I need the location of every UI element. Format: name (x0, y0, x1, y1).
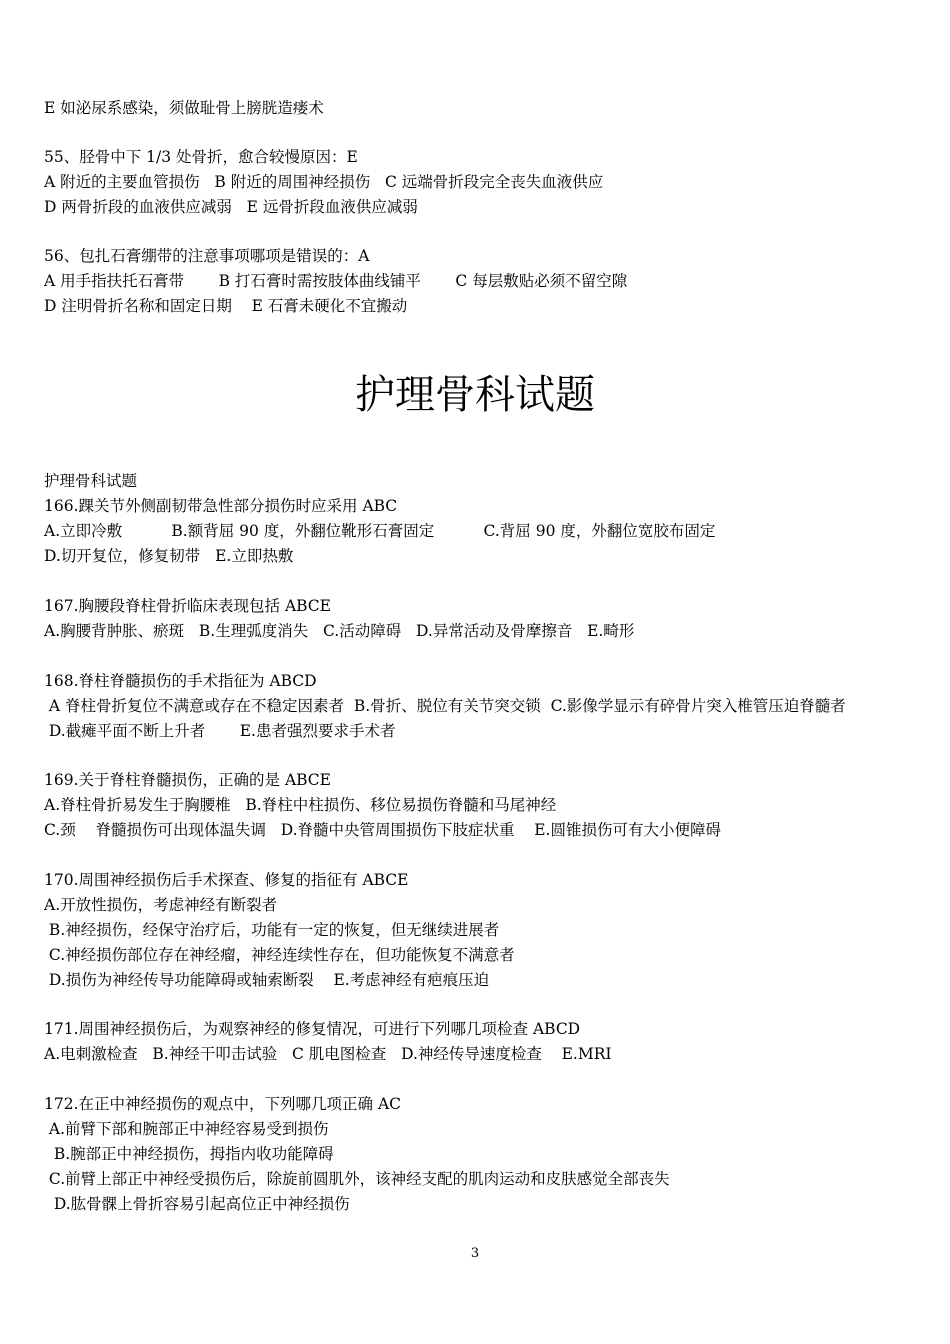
question-56-options-1: A 用手指扶托石膏带 B 打石膏时需按肢体曲线铺平 C 每层敷贴必须不留空隙 (44, 272, 628, 290)
question-167-options: A.胸腰背肿胀、瘀斑 B.生理弧度消失 C.活动障碍 D.异常活动及骨摩擦音 E.畸形 (44, 622, 635, 640)
question-56-stem: 56、包扎石膏绷带的注意事项哪项是错误的：A (44, 247, 370, 265)
question-172-option-b: B.腕部正中神经损伤，拇指内收功能障碍 (44, 1145, 334, 1163)
question-166-stem: 166.踝关节外侧副韧带急性部分损伤时应采用 ABC (44, 497, 398, 515)
question-170-option-d: D.损伤为神经传导功能障碍或轴索断裂 E.考虑神经有疤痕压迫 (44, 971, 490, 989)
question-55-stem: 55、胫骨中下 1/3 处骨折，愈合较慢原因：E (44, 148, 358, 166)
question-170-option-c: C.神经损伤部位存在神经瘤，神经连续性存在，但功能恢复不满意者 (44, 946, 515, 964)
text-line: E 如泌尿系感染，须做耻骨上膀胱造瘘术 (44, 99, 324, 117)
question-172-stem: 172.在正中神经损伤的观点中，下列哪几项正确 AC (44, 1095, 401, 1113)
question-166-options-1: A.立即冷敷 B.额背屈 90 度，外翻位靴形石膏固定 C.背屈 90 度，外翻位宽胶布固定 (44, 522, 716, 540)
question-169-options-2: C.颈 脊髓损伤可出现体温失调 D.脊髓中央管周围损伤下肢症状重 E.圆锥损伤可有大小便障碍 (44, 821, 721, 839)
page-title: 护理骨科试题 (355, 372, 595, 418)
question-171-stem: 171.周围神经损伤后，为观察神经的修复情况，可进行下列哪几项检查 ABCD (44, 1020, 581, 1038)
question-169-options-1: A.脊柱骨折易发生于胸腰椎 B.脊柱中柱损伤、移位易损伤脊髓和马尾神经 (44, 796, 557, 814)
question-55-options-1: A 附近的主要血管损伤 B 附近的周围神经损伤 C 远端骨折段完全丧失血液供应 (44, 173, 604, 191)
page-number: 3 (470, 1246, 480, 1261)
question-169-stem: 169.关于脊柱脊髓损伤，正确的是 ABCE (44, 771, 331, 789)
section-heading: 护理骨科试题 (44, 472, 138, 490)
question-172-option-a: A.前臂下部和腕部正中神经容易受到损伤 (44, 1120, 329, 1138)
question-171-options: A.电刺激检查 B.神经干叩击试验 C 肌电图检查 D.神经传导速度检查 E.MRI (44, 1045, 612, 1063)
question-56-options-2: D 注明骨折名称和固定日期 E 石膏未硬化不宜搬动 (44, 297, 408, 315)
question-168-options-1: A 脊柱骨折复位不满意或存在不稳定因素者 B.骨折、脱位有关节突交锁 C.影像学显示有碎骨片突入椎管压迫脊髓者 (44, 697, 846, 715)
question-167-stem: 167.胸腰段脊柱骨折临床表现包括 ABCE (44, 597, 331, 615)
question-170-option-b: B.神经损伤，经保守治疗后，功能有一定的恢复，但无继续进展者 (44, 921, 500, 939)
question-166-options-2: D.切开复位，修复韧带 E.立即热敷 (44, 547, 294, 565)
question-172-option-d: D.肱骨髁上骨折容易引起高位正中神经损伤 (44, 1195, 350, 1213)
question-168-options-2: D.截瘫平面不断上升者 E.患者强烈要求手术者 (44, 722, 396, 740)
question-170-option-a: A.开放性损伤，考虑神经有断裂者 (44, 896, 278, 914)
question-172-option-c: C.前臂上部正中神经受损伤后，除旋前圆肌外，该神经支配的肌肉运动和皮肤感觉全部丧失 (44, 1170, 670, 1188)
question-168-stem: 168.脊柱脊髓损伤的手术指征为 ABCD (44, 672, 317, 690)
question-55-options-2: D 两骨折段的血液供应减弱 E 远骨折段血液供应减弱 (44, 198, 418, 216)
question-170-stem: 170.周围神经损伤后手术探查、修复的指征有 ABCE (44, 871, 409, 889)
